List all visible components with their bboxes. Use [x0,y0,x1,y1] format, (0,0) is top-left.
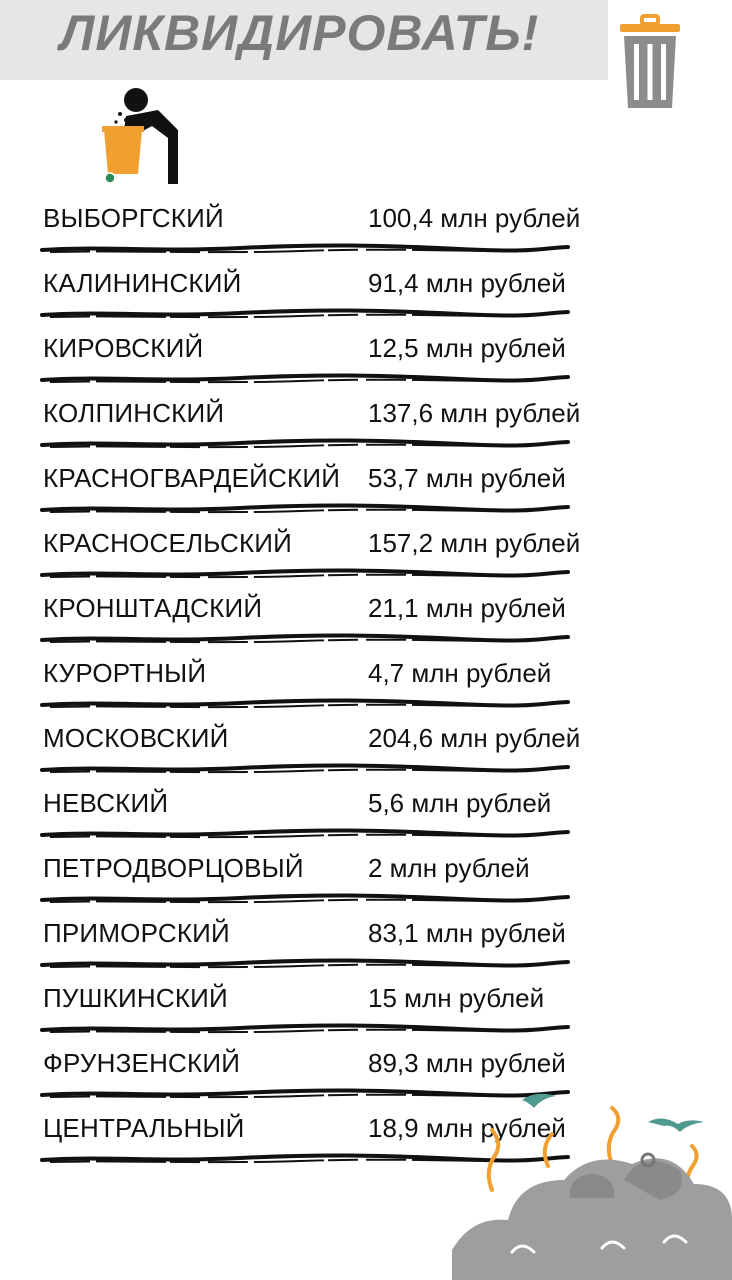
district-amount: 157,2 млн рублей [368,528,581,558]
brush-divider [40,502,570,516]
district-name: МОСКОВСКИЙ [43,723,229,753]
list-item [0,326,732,391]
garbage-pile-icon [452,1080,732,1280]
district-name: КИРОВСКИЙ [43,333,204,363]
header-bar [0,0,608,80]
list-item [0,391,732,456]
district-name: КОЛПИНСКИЙ [43,398,225,428]
district-amount: 18,9 млн рублей [368,1113,566,1143]
brush-divider [40,697,570,711]
list-item [0,196,732,261]
district-name: КРАСНОСЕЛЬСКИЙ [43,528,293,558]
brush-divider [40,892,570,906]
district-name: КРАСНОГВАРДЕЙСКИЙ [43,463,341,493]
district-name: ПРИМОРСКИЙ [43,918,230,948]
district-amount: 100,4 млн рублей [368,203,581,233]
district-name: ПЕТРОДВОРЦОВЫЙ [43,853,304,883]
list-item [0,911,732,976]
brush-divider [40,437,570,451]
district-name: КАЛИНИНСКИЙ [43,268,242,298]
list-item [0,781,732,846]
brush-divider [40,242,570,256]
list-item [0,846,732,911]
district-amount: 137,6 млн рублей [368,398,581,428]
district-amount: 204,6 млн рублей [368,723,581,753]
brush-divider [40,372,570,386]
district-amount: 21,1 млн рублей [368,593,566,623]
brush-divider [40,307,570,321]
brush-divider [40,567,570,581]
person-throwing-trash-icon [96,86,188,186]
district-name: КУРОРТНЫЙ [43,658,207,688]
district-amount: 5,6 млн рублей [368,788,552,818]
district-name: ЦЕНТРАЛЬНЫЙ [43,1113,245,1143]
district-amount: 91,4 млн рублей [368,268,566,298]
trash-can-icon [614,8,686,112]
district-name: НЕВСКИЙ [43,788,169,818]
list-item [0,976,732,1041]
brush-divider [40,1022,570,1036]
list-item [0,456,732,521]
page-title: ЛИКВИДИРОВАТЬ! [60,5,540,61]
brush-divider [40,762,570,776]
brush-divider [40,632,570,646]
district-amount: 4,7 млн рублей [368,658,552,688]
list-item [0,586,732,651]
list-item [0,716,732,781]
district-amount: 53,7 млн рублей [368,463,566,493]
district-name: ВЫБОРГСКИЙ [43,203,224,233]
district-amount: 89,3 млн рублей [368,1048,566,1078]
district-amount: 12,5 млн рублей [368,333,566,363]
brush-divider [40,957,570,971]
district-name: КРОНШТАДСКИЙ [43,593,263,623]
list-item [0,261,732,326]
brush-divider [40,827,570,841]
list-item [0,651,732,716]
district-amount: 83,1 млн рублей [368,918,566,948]
district-name: ПУШКИНСКИЙ [43,983,228,1013]
district-amount: 15 млн рублей [368,983,545,1013]
list-item [0,521,732,586]
district-name: ФРУНЗЕНСКИЙ [43,1048,241,1078]
district-amount: 2 млн рублей [368,853,530,883]
